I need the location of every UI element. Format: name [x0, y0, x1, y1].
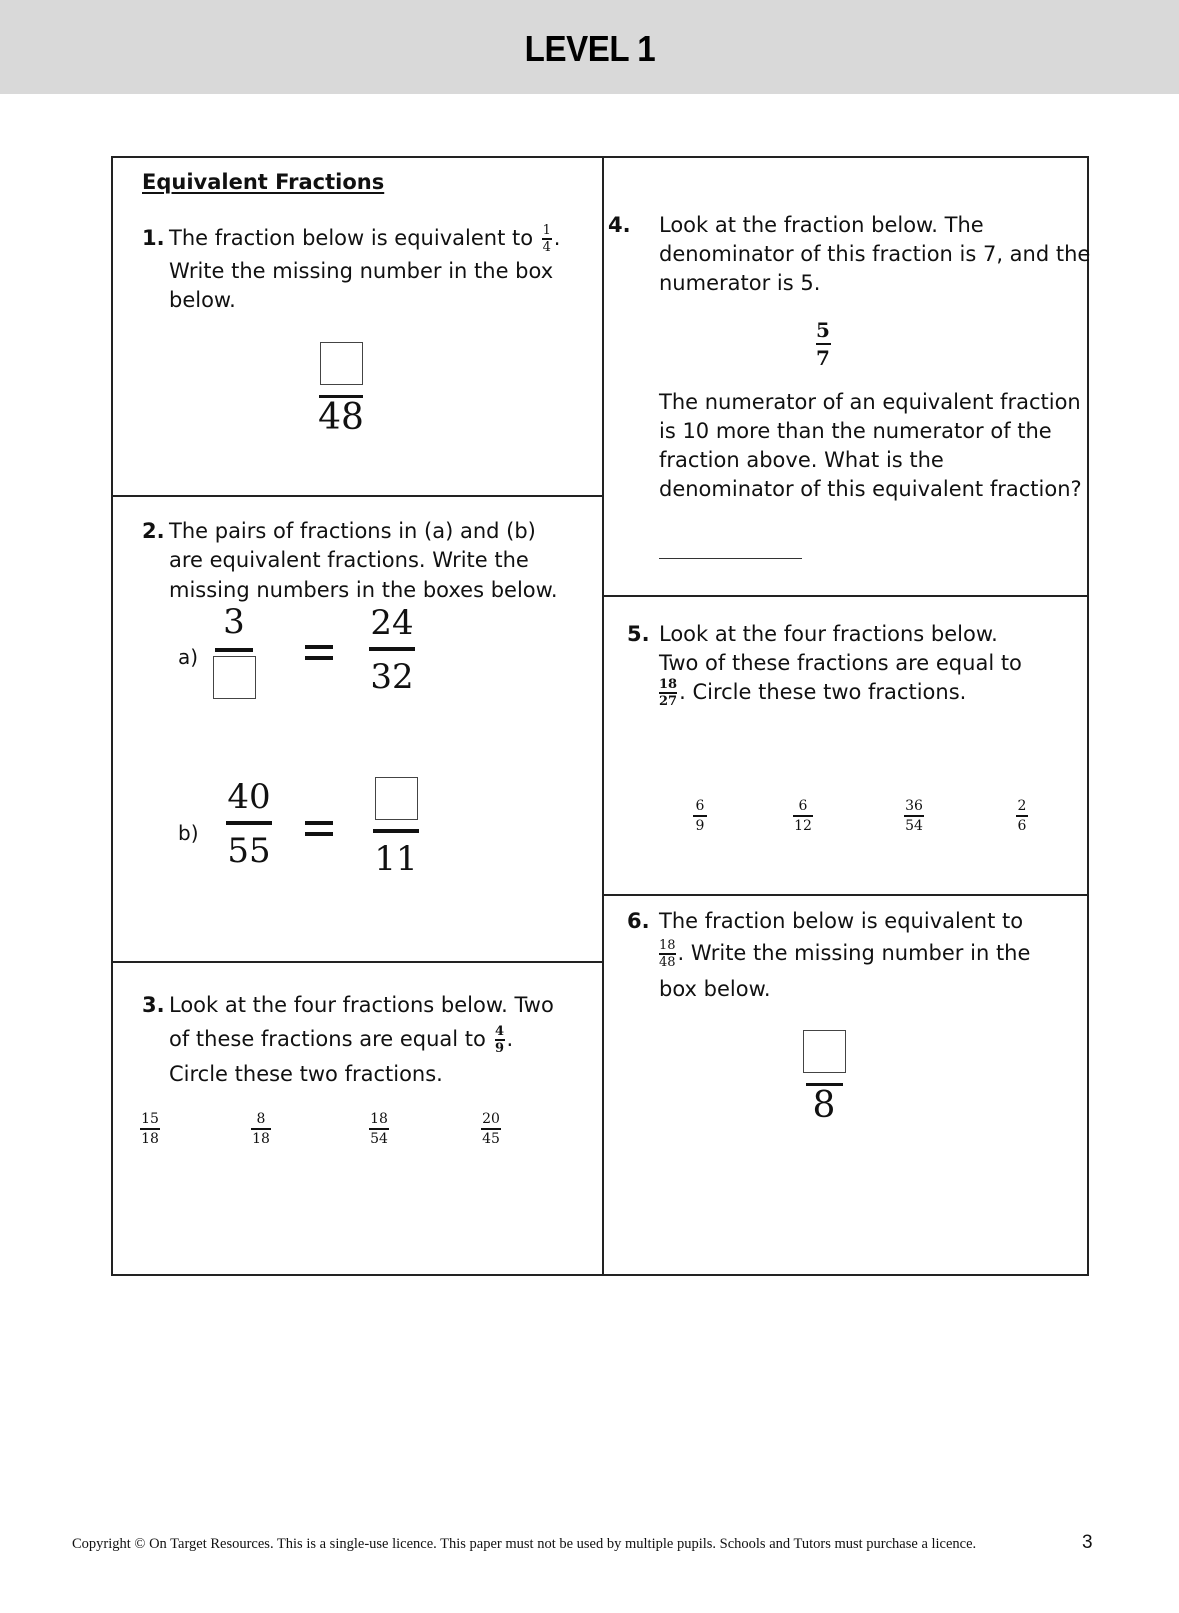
denominator: 48 — [318, 397, 364, 438]
option-fraction[interactable]: 36 54 — [905, 798, 923, 834]
reference-fraction: $\frac{18}{27}$ — [659, 677, 678, 709]
answer-box-denominator[interactable] — [213, 656, 256, 699]
question-text: The numerator of an equivalent fraction — [659, 390, 1081, 414]
question-5: 5. Look at the four fractions below. Two of these fractions are equal to $\frac{18}{27}$ . Circle these two fractions. 6 9 6 12 36 54 2 6 — [604, 597, 1089, 894]
question-1: Equivalent Fractions 1. The fraction below is equivalent to $\frac{1}{4}$ . Write the missing number in the box below. 48 — [142, 170, 561, 438]
question-text: The fraction below is equivalent to — [659, 909, 1024, 933]
question-6: 6. The fraction below is equivalent to $\frac{18}{48}$ . Write the missing number in the box below. 8 — [604, 896, 1089, 1276]
question-4 — [604, 158, 1089, 595]
question-text: are equivalent fractions. Write the — [169, 548, 529, 572]
given-fraction: 5 7 — [816, 318, 830, 370]
question-text: numerator is 5. — [659, 271, 821, 295]
part-b-left-fraction: 40 55 — [227, 777, 271, 871]
part-b-right-fraction: 11 — [373, 777, 419, 879]
reference-fraction: $\frac{4}{9}$ — [495, 1024, 505, 1056]
question-3: 3. Look at the four fractions below. Two of these fractions are equal to $\frac{4}{9}$ . Circle these two fractions. 15 18 8 18 18 54 20 45 — [113, 963, 602, 1276]
question-text: Write the missing number in the box — [169, 259, 554, 283]
question-number: 2. — [142, 519, 165, 543]
part-a-right-fraction: 24 32 — [370, 603, 414, 697]
option-fraction[interactable]: 2 6 — [1017, 798, 1027, 834]
question-text: denominator of this fraction is 7, and the — [659, 242, 1091, 266]
question-text: of these fractions are equal to — [169, 1027, 486, 1051]
part-a-label: a) — [178, 645, 199, 669]
question-text: Look at the four fractions below. — [659, 622, 998, 646]
question-number: 3. — [142, 993, 165, 1017]
question-text: fraction above. What is the — [659, 448, 944, 472]
part-a-left-fraction: 3 — [212, 602, 256, 699]
answer-box-numerator[interactable] — [320, 342, 363, 385]
option-fraction[interactable]: 6 12 — [794, 798, 812, 834]
question-2 — [113, 497, 602, 961]
equals-sign — [305, 645, 333, 667]
section-heading: Equivalent Fractions — [142, 170, 385, 194]
answer-box-numerator[interactable] — [803, 1030, 846, 1073]
question-text: below. — [169, 288, 236, 312]
question-number: 4. — [608, 213, 631, 237]
part-b-label: b) — [178, 821, 199, 845]
question-text: Write the missing number in the — [690, 941, 1031, 965]
option-fraction[interactable]: 15 18 — [141, 1111, 159, 1147]
question-text: Two of these fractions are equal to — [659, 651, 1022, 675]
reference-fraction: $\frac{18}{48}$ — [659, 938, 676, 970]
question-text: Look at the four fractions below. Two — [169, 993, 554, 1017]
option-fraction[interactable]: 20 45 — [482, 1111, 500, 1147]
question-number: 5. — [627, 622, 650, 646]
answer-fraction — [319, 342, 363, 438]
question-text: Circle these two fractions. — [692, 680, 967, 704]
question-text: missing numbers in the boxes below. — [169, 578, 558, 602]
page-number: 3 — [1082, 1532, 1093, 1553]
page-title: LEVEL 1 — [524, 28, 655, 69]
question-text: is 10 more than the numerator of the — [659, 419, 1052, 443]
question-text: Look at the fraction below. The — [659, 213, 984, 237]
question-text: Circle these two fractions. — [169, 1062, 443, 1086]
question-number: 6. — [627, 909, 650, 933]
copyright-notice: Copyright © On Target Resources. This is a single-use licence. This paper must not be used by multiple pupils. Schools and Tutors must purchase a licence. — [72, 1536, 977, 1552]
header-band — [0, 0, 1179, 94]
option-fraction[interactable]: 18 54 — [370, 1111, 388, 1147]
answer-box-numerator[interactable] — [375, 777, 418, 820]
option-fraction[interactable]: 6 9 — [693, 798, 707, 834]
question-text: The pairs of fractions in (a) and (b) — [169, 519, 536, 543]
worksheet-grid — [111, 156, 1089, 1276]
equals-sign — [305, 821, 333, 843]
answer-fraction — [802, 1030, 846, 1126]
option-fraction[interactable]: 8 18 — [252, 1111, 270, 1147]
denominator: 8 — [812, 1085, 836, 1126]
question-text: denominator of this equivalent fraction? — [659, 477, 1082, 501]
question-number: 1. — [142, 226, 165, 250]
answer-line[interactable] — [659, 558, 802, 559]
reference-fraction: $\frac{1}{4}$ — [542, 223, 551, 255]
question-text: box below. — [659, 977, 771, 1001]
question-text: The fraction below is equivalent to — [169, 226, 534, 250]
